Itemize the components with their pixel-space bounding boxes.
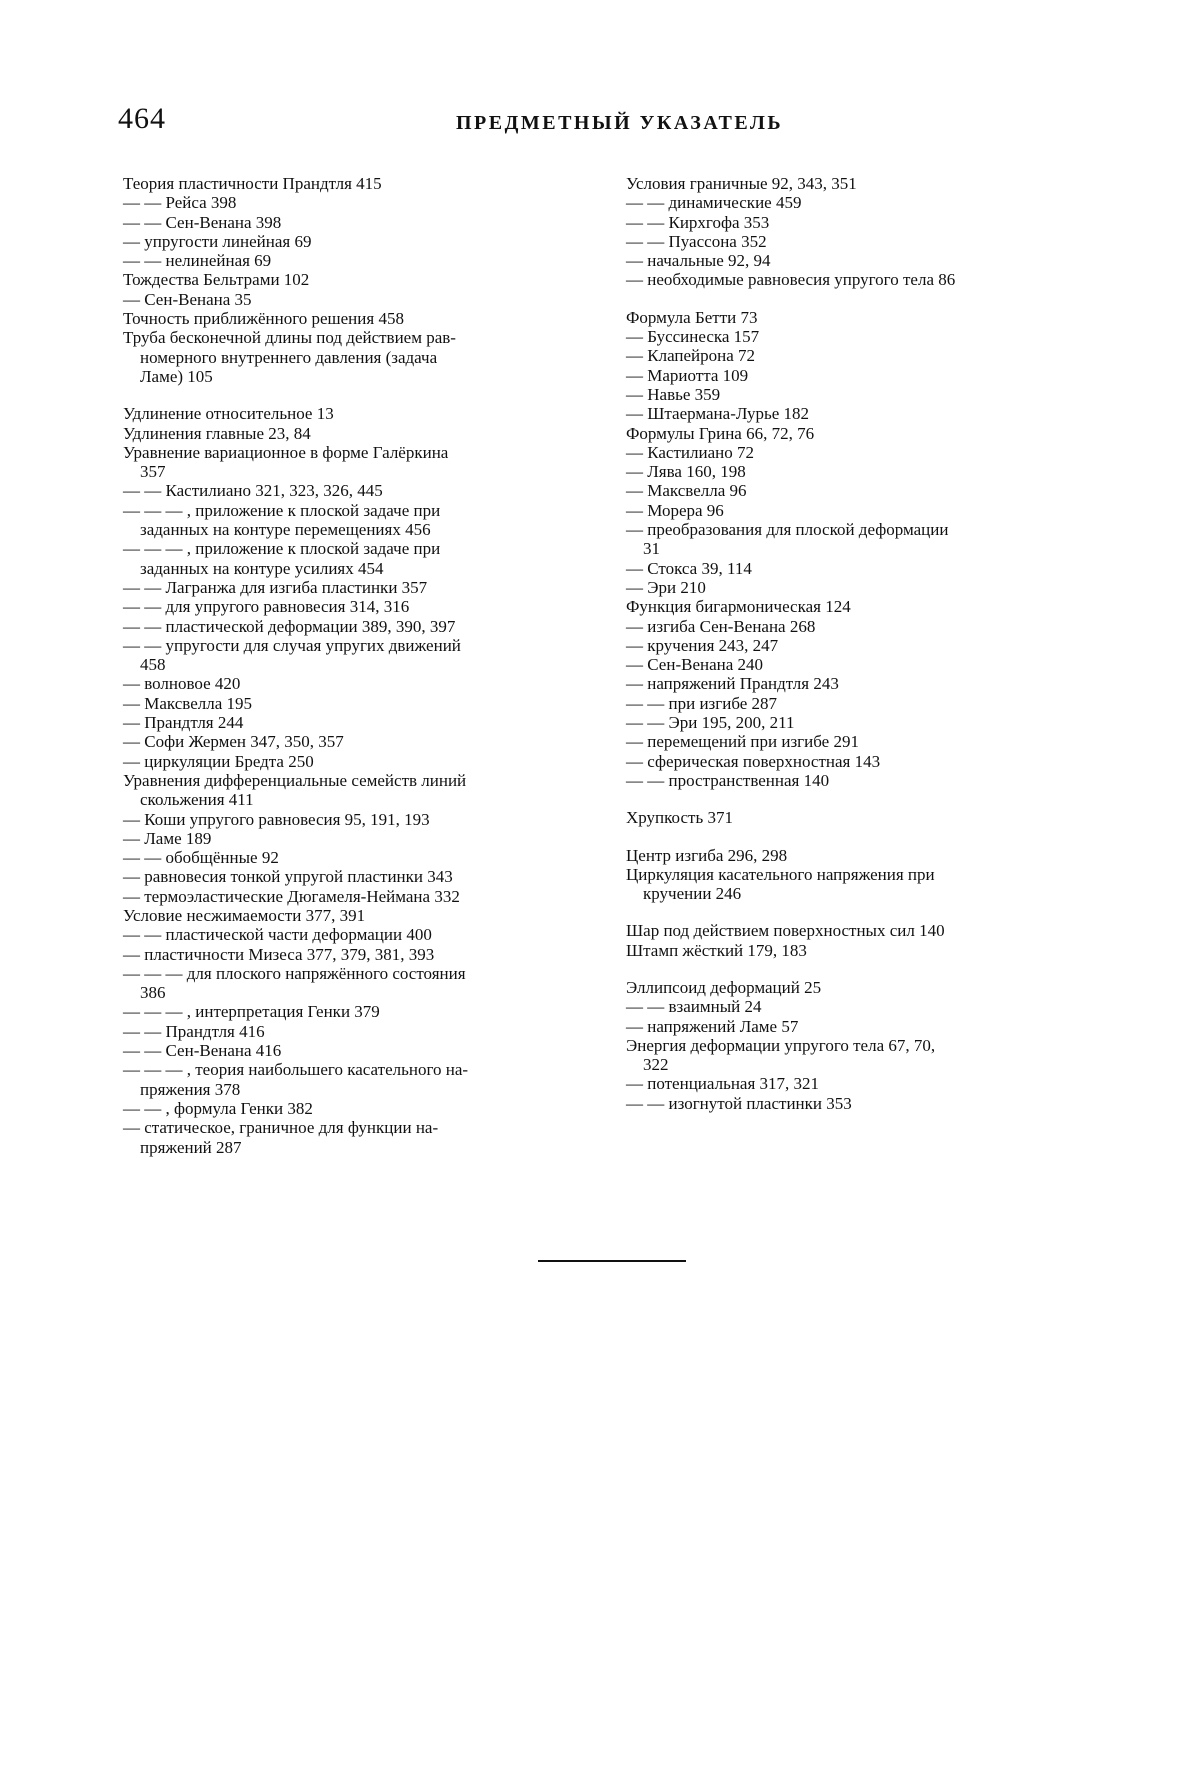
- index-entry: — — при изгибе 287: [626, 693, 778, 713]
- index-entry: — напряжений Прандтля 243: [626, 674, 839, 694]
- index-entry: Штамп жёсткий 179, 183: [626, 940, 807, 960]
- index-entry: — Лява 160, 198: [626, 462, 746, 482]
- index-entry: — — — , приложение к плоской задаче при: [123, 500, 441, 520]
- index-entry: Формула Бетти 73: [626, 307, 758, 327]
- index-entry: кручении 246: [643, 884, 742, 904]
- index-entry: — — Сен-Венана 398: [123, 212, 282, 232]
- index-entry: — Прандтля 244: [123, 713, 244, 733]
- index-entry: — преобразования для плоской деформации: [626, 520, 949, 540]
- index-entry: скольжения 411: [140, 790, 254, 810]
- index-entry: Уравнения дифференциальные семейств линий: [123, 770, 467, 790]
- index-entry: 357: [140, 462, 166, 482]
- index-entry: — Софи Жермен 347, 350, 357: [123, 732, 344, 752]
- index-entry: — — — , интерпретация Генки 379: [123, 1002, 380, 1022]
- index-entry: заданных на контуре усилиях 454: [140, 558, 384, 578]
- index-entry: — — изогнутой пластинки 353: [626, 1093, 852, 1113]
- index-entry: пряжения 378: [140, 1079, 241, 1099]
- index-entry: — — пластической части деформации 400: [123, 925, 432, 945]
- index-entry: — — Рейса 398: [123, 193, 237, 213]
- index-entry: — Морера 96: [626, 500, 724, 520]
- index-entry: — Стокса 39, 114: [626, 558, 752, 578]
- index-entry: — — — для плоского напряжённого состояния: [123, 963, 466, 983]
- index-entry: — Сен-Венана 35: [123, 289, 252, 309]
- index-entry: — — , формула Генки 382: [123, 1098, 313, 1118]
- index-entry: — Навье 359: [626, 384, 721, 404]
- index-entry: — — для упругого равновесия 314, 316: [123, 597, 410, 617]
- index-entry: — — Пуассона 352: [626, 231, 767, 251]
- index-entry: — упругости линейная 69: [123, 231, 312, 251]
- index-entry: — — Кастилиано 321, 323, 326, 445: [123, 481, 383, 501]
- index-entry: Ламе) 105: [140, 366, 213, 386]
- index-column-right: [626, 174, 1096, 1113]
- index-entry: 31: [643, 539, 660, 559]
- index-entry: — Сен-Венана 240: [626, 655, 764, 675]
- index-entry: — — нелинейная 69: [123, 251, 272, 271]
- index-entry: 322: [643, 1055, 669, 1075]
- page-number: 464: [118, 102, 166, 135]
- index-entry: — — Кирхгофа 353: [626, 212, 770, 232]
- index-entry: Труба бесконечной длины под действием рав-: [123, 328, 456, 348]
- index-entry: — изгиба Сен-Венана 268: [626, 616, 816, 636]
- index-entry: — Штаермана-Лурье 182: [626, 404, 810, 424]
- index-entry: — — динамические 459: [626, 193, 802, 213]
- index-entry: — — взаимный 24: [626, 997, 762, 1017]
- index-entry: — Коши упругого равновесия 95, 191, 193: [123, 809, 430, 829]
- index-entry: — Максвелла 96: [626, 481, 747, 501]
- index-entry: — Клапейрона 72: [626, 346, 756, 366]
- index-entry: номерного внутреннего давления (задача: [140, 347, 438, 367]
- index-entry: — — Прандтля 416: [123, 1021, 265, 1041]
- index-entry: — — пластической деформации 389, 390, 397: [123, 616, 456, 636]
- index-entry: — перемещений при изгибе 291: [626, 732, 859, 752]
- index-entry: Точность приближённого решения 458: [123, 309, 404, 329]
- running-head: ПРЕДМЕТНЫЙ УКАЗАТЕЛЬ: [456, 112, 784, 134]
- index-entry: Шар под действием поверхностных сил 140: [626, 921, 945, 941]
- index-entry: пряжений 287: [140, 1137, 242, 1157]
- index-entry: — пластичности Мизеса 377, 379, 381, 393: [123, 944, 435, 964]
- index-entry: Условие несжимаемости 377, 391: [123, 905, 366, 925]
- index-entry: — Максвелла 195: [123, 693, 253, 713]
- index-entry: Центр изгиба 296, 298: [626, 845, 788, 865]
- index-entry: Энергия деформации упругого тела 67, 70,: [626, 1035, 936, 1055]
- index-entry: — кручения 243, 247: [626, 635, 779, 655]
- index-entry: — — упругости для случая упругих движений: [123, 635, 461, 655]
- index-entry: 458: [140, 655, 166, 675]
- index-column-left: [123, 174, 593, 1157]
- index-entry: — — Лагранжа для изгиба пластинки 357: [123, 577, 428, 597]
- index-entry: — Кастилиано 72: [626, 442, 754, 462]
- index-entry: — Эри 210: [626, 577, 706, 597]
- end-rule: [538, 1260, 686, 1262]
- index-entry: Хрупкость 371: [626, 808, 733, 828]
- index-entry: — термоэластические Дюгамеля-Неймана 332: [123, 886, 460, 906]
- index-entry: Функция бигармоническая 124: [626, 597, 851, 617]
- index-entry: 386: [140, 983, 166, 1003]
- index-entry: Формулы Грина 66, 72, 76: [626, 423, 815, 443]
- index-entry: Теория пластичности Прандтля 415: [123, 174, 382, 193]
- index-entry: заданных на контуре перемещениях 456: [140, 520, 431, 540]
- index-entry: — — обобщённые 92: [123, 848, 279, 868]
- index-entry: — — Эри 195, 200, 211: [626, 713, 795, 733]
- index-entry: Удлинения главные 23, 84: [123, 423, 311, 443]
- index-entry: — равновесия тонкой упругой пластинки 343: [123, 867, 453, 887]
- index-entry: — необходимые равновесия упругого тела 86: [626, 270, 956, 290]
- index-entry: — Ламе 189: [123, 828, 212, 848]
- index-entry: — Буссинеска 157: [626, 327, 760, 347]
- index-entry: — — Сен-Венана 416: [123, 1041, 282, 1061]
- index-entry: — волновое 420: [123, 674, 241, 694]
- index-entry: Эллипсоид деформаций 25: [626, 977, 822, 997]
- index-entry: — Мариотта 109: [626, 365, 749, 385]
- index-entry: — — — , приложение к плоской задаче при: [123, 539, 441, 559]
- index-entry: — — — , теория наибольшего касательного на-: [123, 1060, 469, 1080]
- index-entry: Тождества Бельтрами 102: [123, 270, 310, 290]
- index-entry: — — пространственная 140: [626, 770, 830, 790]
- index-entry: — статическое, граничное для функции на-: [123, 1118, 439, 1138]
- index-entry: Условия граничные 92, 343, 351: [626, 174, 857, 193]
- index-entry: Уравнение вариационное в форме Галёркина: [123, 442, 449, 462]
- index-entry: Удлинение относительное 13: [123, 404, 334, 424]
- index-entry: Циркуляция касательного напряжения при: [626, 864, 935, 884]
- index-entry: — сферическая поверхностная 143: [626, 751, 881, 771]
- index-entry: — потенциальная 317, 321: [626, 1074, 820, 1094]
- index-entry: — циркуляции Бредта 250: [123, 751, 314, 771]
- index-entry: — начальные 92, 94: [626, 251, 771, 271]
- index-entry: — напряжений Ламе 57: [626, 1016, 799, 1036]
